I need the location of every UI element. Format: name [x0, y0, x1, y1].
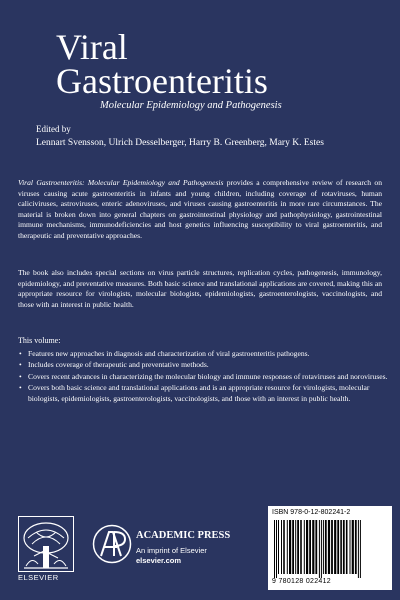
imprint-text: An imprint of Elsevier [136, 546, 207, 555]
list-item: • Covers both basic science and translational applications and is an appropriate resource for virologists, molecular biologists, epidemiologists, gastroenterologists, vaccinologists, and those with an interest in public health. [28, 383, 390, 404]
barcode-bar [350, 520, 351, 574]
barcode-bar [306, 520, 308, 574]
barcode-bar [315, 520, 317, 574]
barcode-bar [300, 520, 302, 574]
barcode-bar [289, 520, 291, 574]
barcode-bar [297, 520, 299, 574]
isbn-label: ISBN 978-0-12-802241-2 [272, 509, 351, 516]
academic-press-name: ACADEMIC PRESS [136, 530, 231, 541]
barcode-bar [276, 520, 277, 578]
description-paragraph-1 [18, 178, 382, 242]
barcode-number: 9 780128 022412 [272, 578, 331, 585]
isbn-barcode-box [268, 506, 392, 590]
description-paragraph-1-text: provides a comprehensive review of research on viruses causing acute gastroenteritis in infants and young children, including coverage of rotaviruses, human caliciviruses, astroviruses, enteric adenoviruses, and viruses causing gastroenteritis in more rare circumstances. The material is broken down into general chapters on gastrointestinal physiology and pathophysiology, gastrointestinal immune mechanisms, immunodeficiencies and host genetics influencing susceptibility to viral gastroenteritis, and therapeutic and preventative approaches. [18, 178, 382, 240]
barcode-bar [325, 520, 327, 574]
barcode-bar [312, 520, 314, 574]
barcode-bar [328, 520, 330, 574]
barcode-bar [287, 520, 288, 574]
barcode-bar [355, 520, 357, 574]
barcode-bar [274, 520, 275, 578]
barcode-bar [343, 520, 345, 574]
elsevier-wordmark: ELSEVIER [18, 573, 59, 582]
edited-by-label: Edited by [36, 124, 71, 134]
publisher-url: elsevier.com [136, 556, 182, 565]
barcode-bar [319, 520, 320, 578]
book-title-italic: Viral Gastroenteritis: Molecular Epidemiology and Pathogenesis [18, 178, 224, 187]
barcode-bar [331, 520, 333, 574]
academic-press-logo [92, 524, 132, 564]
barcode-bar [309, 520, 311, 574]
barcode-bar [292, 520, 294, 574]
barcode-bar [283, 520, 285, 574]
volume-heading: This volume: [18, 336, 61, 345]
barcode-bar [346, 520, 348, 574]
subtitle: Molecular Epidemiology and Pathogenesis [100, 100, 282, 111]
editors-list: Lennart Svensson, Ulrich Desselberger, Harry B. Greenberg, Mary K. Estes [36, 138, 324, 148]
title-line-1: Viral [56, 27, 128, 67]
list-item: • Features new approaches in diagnosis and characterization of viral gastroenteritis pathogens. [28, 349, 390, 359]
barcode-bar [281, 520, 282, 574]
description-paragraph-2: The book also includes special sections on virus particle structures, replication cycles, pathogenesis, immunology, epidemiology, and preventative measures. Both basic science and translational applications are covered, making this an appropriate resource for virologists, molecular biologists, epidemiologists, gastroenterologists, vaccinologists, and those with an interest in public health. [18, 268, 382, 309]
barcode-graphic [272, 520, 388, 578]
barcode-bar [334, 520, 336, 574]
elsevier-tree-logo [18, 516, 74, 572]
barcode-bar [295, 520, 296, 574]
barcode-bar [337, 520, 339, 574]
barcode-bar [323, 520, 324, 574]
volume-bullet-list [18, 349, 390, 405]
list-item: • Includes coverage of therapeutic and preventative methods. [28, 360, 390, 370]
barcode-bar [321, 520, 322, 578]
barcode-bar [360, 520, 361, 578]
barcode-bar [278, 520, 279, 574]
barcode-bar [352, 520, 354, 574]
title-line-2: Gastroenteritis [56, 61, 268, 101]
barcode-bar [340, 520, 342, 574]
list-item: • Covers recent advances in characterizing the molecular biology and immune responses of rotaviruses and noroviruses. [28, 372, 390, 382]
barcode-bar [358, 520, 359, 578]
barcode-bar [304, 520, 305, 574]
